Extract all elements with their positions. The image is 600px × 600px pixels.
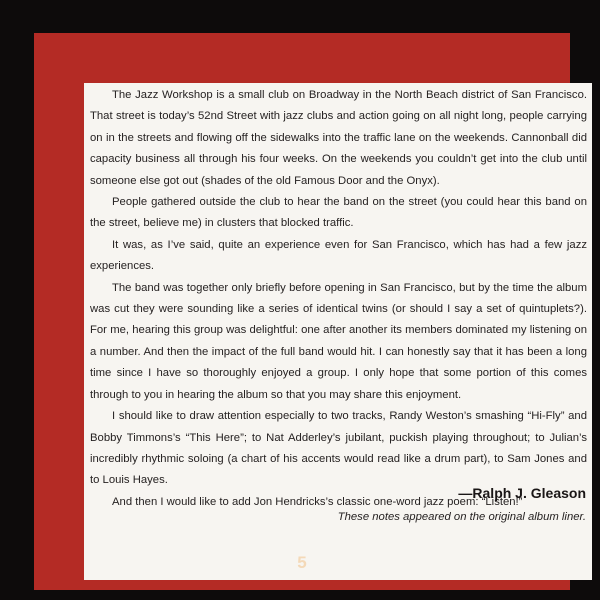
notes-paragraph: It was, as I’ve said, quite an experience even for San Francisco, which has had a few jazz experiences. — [90, 238, 587, 273]
author-signature: —Ralph J. Gleason — [458, 485, 586, 501]
notes-paragraph: The Jazz Workshop is a small club on Broadway in the North Beach district of San Francisco. That street is today’s 52nd Street with jazz clubs and action going on all night long, people carrying on in the streets and flowing off the sidewalks into the traffic lane on the weekends. Cannonball did capacity business all through his four weeks. On the weekends you couldn’t get into the club until someone else got out (shades of the old Famous Door and the Onyx). — [90, 89, 587, 187]
notes-paragraph: And then I would like to add Jon Hendricks’s classic one-word jazz poem: “Listen!” — [112, 495, 523, 508]
liner-notes-text — [90, 85, 587, 513]
liner-source-note: These notes appeared on the original album liner. — [337, 511, 586, 523]
notes-paragraph: People gathered outside the club to hear the band on the street (you could hear this band on the street, believe me) in clusters that blocked traffic. — [90, 196, 587, 230]
red-page-frame — [34, 33, 587, 590]
notes-paragraph: I should like to draw attention especially to two tracks, Randy Weston’s smashing “Hi-Fly” and Bobby Timmons’s “This Here”; to Nat Adderley’s jubilant, puckish playing throughout; to Julian’s incredibly rhythmic soloing (a chart of his accents would read like a drum part), to Sam Jones and to Louis Hayes. — [90, 410, 587, 487]
liner-notes-panel — [84, 83, 592, 580]
page-number: 5 — [297, 553, 307, 572]
notes-paragraph: The band was together only briefly before opening in San Francisco, but by the time the album was cut they were sounding like a series of identical twins (or should I say a set of quintuplets?). For me, hearing this group was delightful: one after another its members dominated my listening on a number. And then the impact of the full band would hit. I can honestly say that it has been a long time since I have so thoroughly enjoyed a group. I only hope that some portion of this comes through to you in hearing the album so that you may share this enjoyment. — [90, 281, 587, 401]
